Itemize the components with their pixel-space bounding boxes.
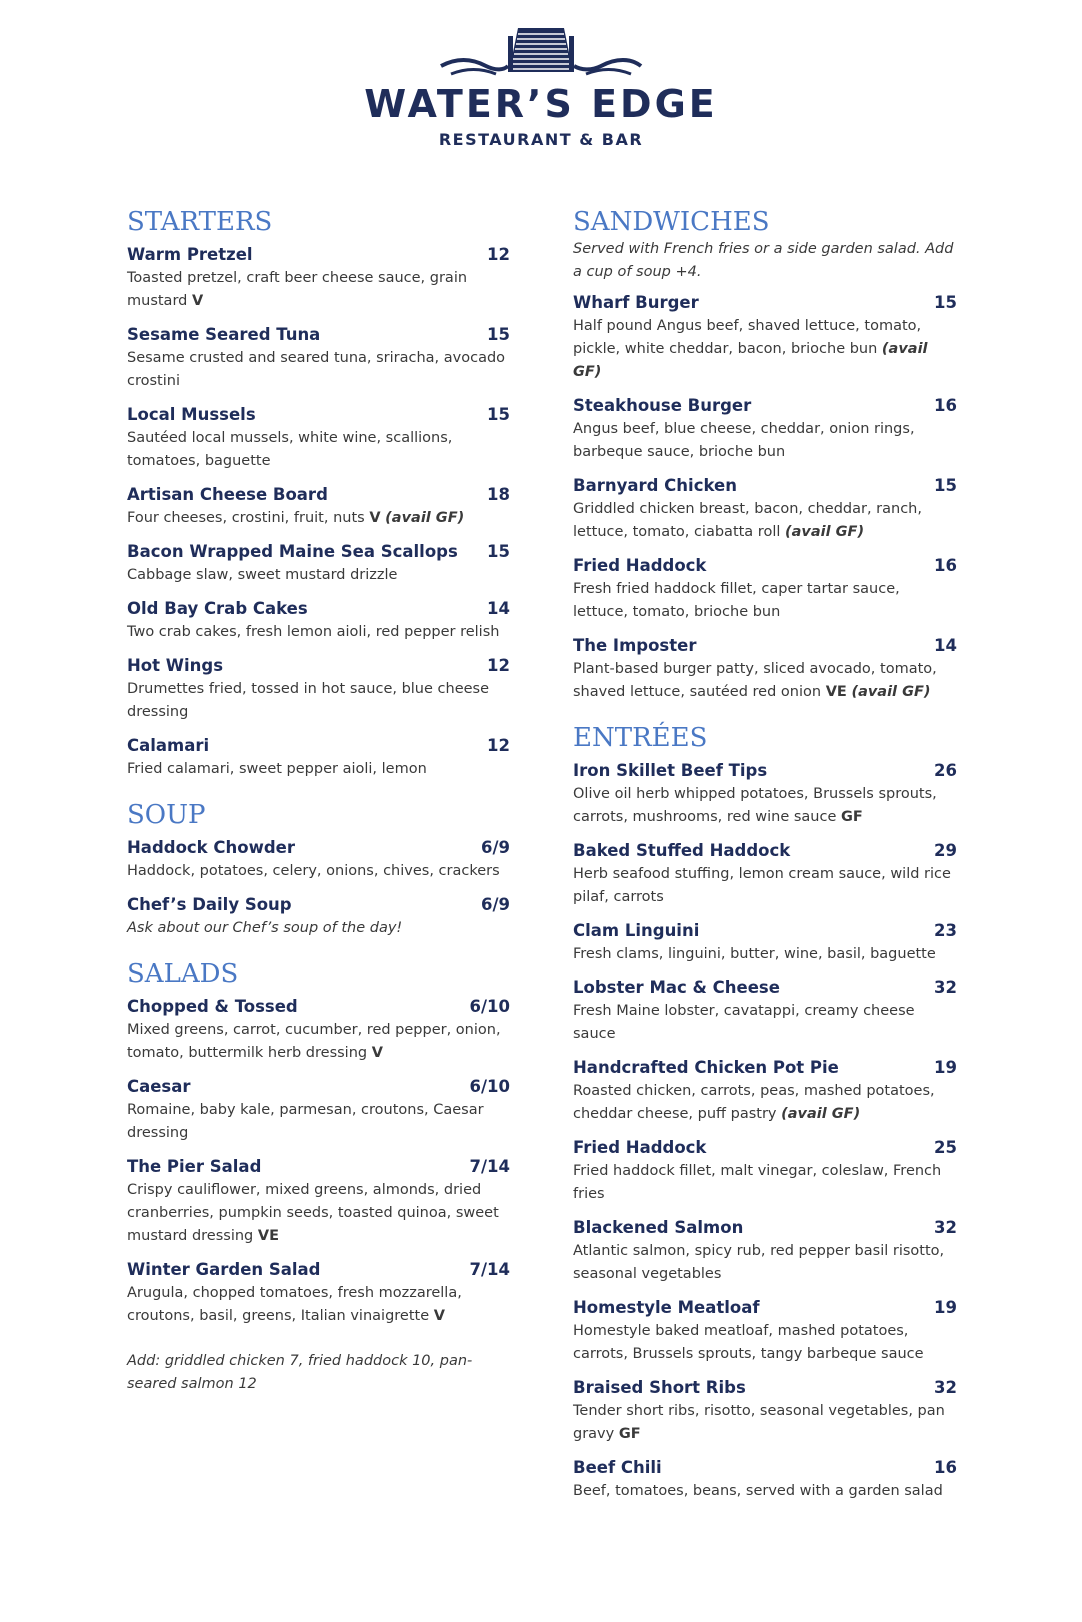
menu-item-description (573, 943, 957, 966)
menu-item-description (573, 1320, 957, 1366)
menu-item-price: 32 (934, 978, 957, 997)
logo (0, 28, 1082, 149)
menu-item (127, 596, 510, 644)
menu-item (573, 918, 957, 966)
section-note: Served with French fries or a side garden salad. Add a cup of soup +4. (573, 241, 954, 280)
menu-item (127, 482, 510, 530)
brand-subtitle: RESTAURANT & BAR (438, 130, 644, 149)
description-text: Angus beef, blue cheese, cheddar, onion rings, barbeque sauce, brioche bun (573, 421, 915, 460)
menu-item (127, 892, 510, 940)
description-text: Drumettes fried, tossed in hot sauce, blue cheese dressing (127, 681, 490, 720)
right-column (573, 206, 957, 1521)
section-title: SANDWICHES (573, 207, 770, 237)
menu-item-price: 32 (934, 1378, 957, 1397)
menu-item-header (127, 402, 510, 427)
gluten-free-note: (avail GF) (851, 684, 931, 700)
menu-item-description (573, 315, 957, 384)
menu-item-name: Caesar (127, 1077, 191, 1096)
menu-item-price: 7/14 (469, 1157, 510, 1176)
description-text: Herb seafood stuffing, lemon cream sauce, wild rice pilaf, carrots (573, 866, 951, 905)
menu-item-name: Artisan Cheese Board (127, 485, 328, 504)
menu-item-price: 7/14 (469, 1260, 510, 1279)
description-text: Fried calamari, sweet pepper aioli, lemon (127, 761, 427, 777)
menu-item (573, 473, 957, 544)
menu-item-header (127, 733, 510, 758)
menu-item (127, 322, 510, 393)
menu-item-name: Handcrafted Chicken Pot Pie (573, 1058, 839, 1077)
menu-item-header (127, 1074, 510, 1099)
section-title: SALADS (127, 959, 239, 989)
menu-item-name: The Imposter (573, 636, 697, 655)
menu-item-description (127, 1179, 510, 1248)
menu-item-name: Beef Chili (573, 1458, 662, 1477)
description-text: Ask about our Chef’s soup of the day! (127, 920, 403, 936)
menu-item-price: 19 (934, 1298, 957, 1317)
menu-item-header (573, 1455, 957, 1480)
description-text: Fresh Maine lobster, cavatappi, creamy cheese sauce (573, 1003, 915, 1042)
description-text: Fried haddock fillet, malt vinegar, coleslaw, French fries (573, 1163, 942, 1202)
menu-item-name: Fried Haddock (573, 556, 707, 575)
menu-item-header (127, 322, 510, 347)
menu-item-header (573, 553, 957, 578)
description-text: Arugula, chopped tomatoes, fresh mozzarella, croutons, basil, greens, Italian vinaigrette (127, 1285, 462, 1324)
description-text: Tender short ribs, risotto, seasonal vegetables, pan gravy (573, 1403, 945, 1442)
menu-item-name: Winter Garden Salad (127, 1260, 321, 1279)
menu-item (573, 975, 957, 1046)
menu-item-price: 12 (487, 656, 510, 675)
menu-item-name: Wharf Burger (573, 293, 699, 312)
menu-item-description (127, 507, 510, 530)
entrees-section (573, 722, 957, 1503)
menu-item (573, 1375, 957, 1446)
gluten-free-note: (avail GF) (785, 524, 865, 540)
menu-item-description (573, 1400, 957, 1446)
menu-item-name: Baked Stuffed Haddock (573, 841, 791, 860)
menu-item-name: Haddock Chowder (127, 838, 295, 857)
menu-item (127, 994, 510, 1065)
menu-item-name: Local Mussels (127, 405, 256, 424)
description-text: Sautéed local mussels, white wine, scallions, tomatoes, baguette (127, 430, 453, 469)
menu-item-description (127, 1099, 510, 1145)
description-text: Plant-based burger patty, sliced avocado, tomato, shaved lettuce, sautéed red onion (573, 661, 937, 700)
menu-item-name: Chef’s Daily Soup (127, 895, 292, 914)
menu-item-description (127, 860, 510, 883)
section-title: ENTRÉES (573, 723, 708, 753)
menu-item-name: The Pier Salad (127, 1157, 262, 1176)
menu-item-name: Homestyle Meatloaf (573, 1298, 760, 1317)
section-title: SOUP (127, 800, 206, 830)
menu-item (573, 1135, 957, 1206)
menu-item-price: 16 (934, 1458, 957, 1477)
menu-item-price: 15 (934, 293, 957, 312)
description-text: Four cheeses, crostini, fruit, nuts (127, 510, 365, 526)
description-text: Crispy cauliflower, mixed greens, almonds, dried cranberries, pumpkin seeds, toasted quinoa, sweet mustard dressing (127, 1182, 499, 1244)
add-on-note: Add: griddled chicken 7, fried haddock 10, pan-seared salmon 12 (127, 1353, 473, 1392)
menu-item-header (127, 892, 510, 917)
menu-item-price: 12 (487, 245, 510, 264)
menu-item-price: 6/10 (469, 1077, 510, 1096)
menu-item-price: 29 (934, 841, 957, 860)
menu-item-price: 26 (934, 761, 957, 780)
description-text: Half pound Angus beef, shaved lettuce, tomato, pickle, white cheddar, bacon, brioche bun (573, 318, 922, 357)
dietary-tag: V (433, 1308, 445, 1324)
menu-item-header (127, 539, 510, 564)
menu-item-name: Lobster Mac & Cheese (573, 978, 780, 997)
menu-item-price: 6/9 (481, 895, 510, 914)
menu-item-header (127, 1154, 510, 1179)
menu-item (127, 1074, 510, 1145)
menu-item-price: 25 (934, 1138, 957, 1157)
menu-item-description (127, 1282, 510, 1328)
dietary-tag: V (191, 293, 204, 309)
menu-item-description (127, 564, 510, 587)
description-text: Fresh clams, linguini, butter, wine, basil, baguette (573, 946, 936, 962)
description-text: Homestyle baked meatloaf, mashed potatoes, carrots, Brussels sprouts, tangy barbeque sauce (573, 1323, 924, 1362)
menu-item (573, 1455, 957, 1503)
description-text: Roasted chicken, carrots, peas, mashed potatoes, cheddar cheese, puff pastry (573, 1083, 935, 1122)
description-text: Cabbage slaw, sweet mustard drizzle (127, 567, 398, 583)
description-text: Mixed greens, carrot, cucumber, red pepper, onion, tomato, buttermilk herb dressing (127, 1022, 501, 1061)
menu-item-price: 19 (934, 1058, 957, 1077)
menu-item-header (573, 1135, 957, 1160)
description-text: Toasted pretzel, craft beer cheese sauce, grain mustard (127, 270, 468, 309)
menu-item (573, 758, 957, 829)
dietary-tag: GF (618, 1426, 641, 1442)
dietary-tag: GF (841, 809, 863, 825)
description-text: Fresh fried haddock fillet, caper tartar sauce, lettuce, tomato, brioche bun (573, 581, 900, 620)
menu-item-price: 16 (934, 556, 957, 575)
menu-item (573, 1295, 957, 1366)
menu-item (127, 539, 510, 587)
menu-item-header (127, 653, 510, 678)
menu-item-header (573, 918, 957, 943)
pier-waves-icon (436, 28, 646, 82)
menu-item-price: 14 (934, 636, 957, 655)
menu-item (127, 402, 510, 473)
menu-item-header (573, 633, 957, 658)
menu-item-description (127, 621, 510, 644)
section-title: STARTERS (127, 207, 273, 237)
menu-item-description (127, 917, 510, 940)
menu-item (127, 1257, 510, 1328)
menu-item (573, 290, 957, 384)
menu-item-description (573, 1000, 957, 1046)
salads-section (127, 958, 510, 1396)
menu-item-name: Old Bay Crab Cakes (127, 599, 308, 618)
menu-item-price: 16 (934, 396, 957, 415)
menu-item-description (127, 267, 510, 313)
menu-item-description (573, 658, 957, 704)
menu-item-name: Sesame Seared Tuna (127, 325, 321, 344)
menu-item-description (573, 1080, 957, 1126)
starters-section (127, 206, 510, 781)
menu-item-name: Barnyard Chicken (573, 476, 737, 495)
gluten-free-note: (avail GF) (385, 510, 465, 526)
menu-item-description (127, 1019, 510, 1065)
menu-item (573, 1215, 957, 1286)
menu-item (127, 242, 510, 313)
menu-item-header (127, 835, 510, 860)
description-text: Sesame crusted and seared tuna, sriracha, avocado crostini (127, 350, 506, 389)
gluten-free-note: (avail GF) (573, 341, 928, 380)
menu-item-header (127, 1257, 510, 1282)
menu-item-price: 14 (487, 599, 510, 618)
menu-item-price: 6/9 (481, 838, 510, 857)
menu-item-name: Braised Short Ribs (573, 1378, 746, 1397)
left-column (127, 206, 510, 1414)
menu-item-price: 15 (487, 542, 510, 561)
menu-item-name: Calamari (127, 736, 210, 755)
menu-item (573, 633, 957, 704)
menu-item-header (573, 290, 957, 315)
dietary-tag: VE (825, 684, 847, 700)
menu-item-description (127, 427, 510, 473)
description-text: Two crab cakes, fresh lemon aioli, red pepper relish (127, 624, 500, 640)
menu-item-name: Iron Skillet Beef Tips (573, 761, 768, 780)
menu-item-header (573, 393, 957, 418)
menu-item (127, 1154, 510, 1248)
menu-item-name: Clam Linguini (573, 921, 700, 940)
menu-item-description (573, 1240, 957, 1286)
menu-item (573, 838, 957, 909)
menu-item-description (573, 783, 957, 829)
menu-item (573, 553, 957, 624)
menu-item-header (573, 1375, 957, 1400)
menu-item (127, 653, 510, 724)
menu-item-description (573, 578, 957, 624)
menu-item-description (573, 863, 957, 909)
dietary-tag: VE (257, 1228, 280, 1244)
menu-item-name: Bacon Wrapped Maine Sea Scallops (127, 542, 458, 561)
menu-item-description (127, 678, 510, 724)
menu-item-description (127, 758, 510, 781)
menu-item-name: Fried Haddock (573, 1138, 707, 1157)
description-text: Haddock, potatoes, celery, onions, chives, crackers (127, 863, 500, 879)
menu-item-description (573, 498, 957, 544)
menu-item-header (127, 242, 510, 267)
description-text: Olive oil herb whipped potatoes, Brussels sprouts, carrots, mushrooms, red wine sauce (573, 786, 937, 825)
menu-item (573, 1055, 957, 1126)
menu-item-price: 15 (934, 476, 957, 495)
menu-item-header (127, 596, 510, 621)
menu-item-description (573, 1480, 957, 1503)
menu-item-description (127, 347, 510, 393)
menu-item-name: Blackened Salmon (573, 1218, 744, 1237)
description-text: Atlantic salmon, spicy rub, red pepper basil risotto, seasonal vegetables (573, 1243, 945, 1282)
menu-item-price: 23 (934, 921, 957, 940)
menu-item-header (573, 1215, 957, 1240)
menu-item-header (573, 758, 957, 783)
menu-item (573, 393, 957, 464)
dietary-tag: V (369, 510, 381, 526)
brand-name: WATER’S EDGE (364, 82, 718, 126)
menu-item-header (127, 482, 510, 507)
menu-item-header (127, 994, 510, 1019)
gluten-free-note: (avail GF) (781, 1106, 861, 1122)
menu-item-header (573, 838, 957, 863)
menu-item-price: 32 (934, 1218, 957, 1237)
description-text: Griddled chicken breast, bacon, cheddar, ranch, lettuce, tomato, ciabatta roll (573, 501, 922, 540)
menu-item-header (573, 1055, 957, 1080)
menu-item-description (573, 1160, 957, 1206)
dietary-tag: V (371, 1045, 383, 1061)
description-text: Romaine, baby kale, parmesan, croutons, Caesar dressing (127, 1102, 484, 1141)
menu-item-name: Steakhouse Burger (573, 396, 752, 415)
menu-item-header (573, 1295, 957, 1320)
menu-item-name: Warm Pretzel (127, 245, 253, 264)
menu-item-price: 18 (487, 485, 510, 504)
menu-item (127, 733, 510, 781)
menu-item-description (573, 418, 957, 464)
menu-item-name: Chopped & Tossed (127, 997, 298, 1016)
description-text: Beef, tomatoes, beans, served with a garden salad (573, 1483, 943, 1499)
menu-item (127, 835, 510, 883)
menu-item-name: Hot Wings (127, 656, 224, 675)
sandwiches-section (573, 206, 957, 704)
menu-item-price: 12 (487, 736, 510, 755)
menu-item-price: 15 (487, 405, 510, 424)
soup-section (127, 799, 510, 940)
menu-item-header (573, 473, 957, 498)
menu-item-price: 6/10 (469, 997, 510, 1016)
menu-item-header (573, 975, 957, 1000)
menu-item-price: 15 (487, 325, 510, 344)
